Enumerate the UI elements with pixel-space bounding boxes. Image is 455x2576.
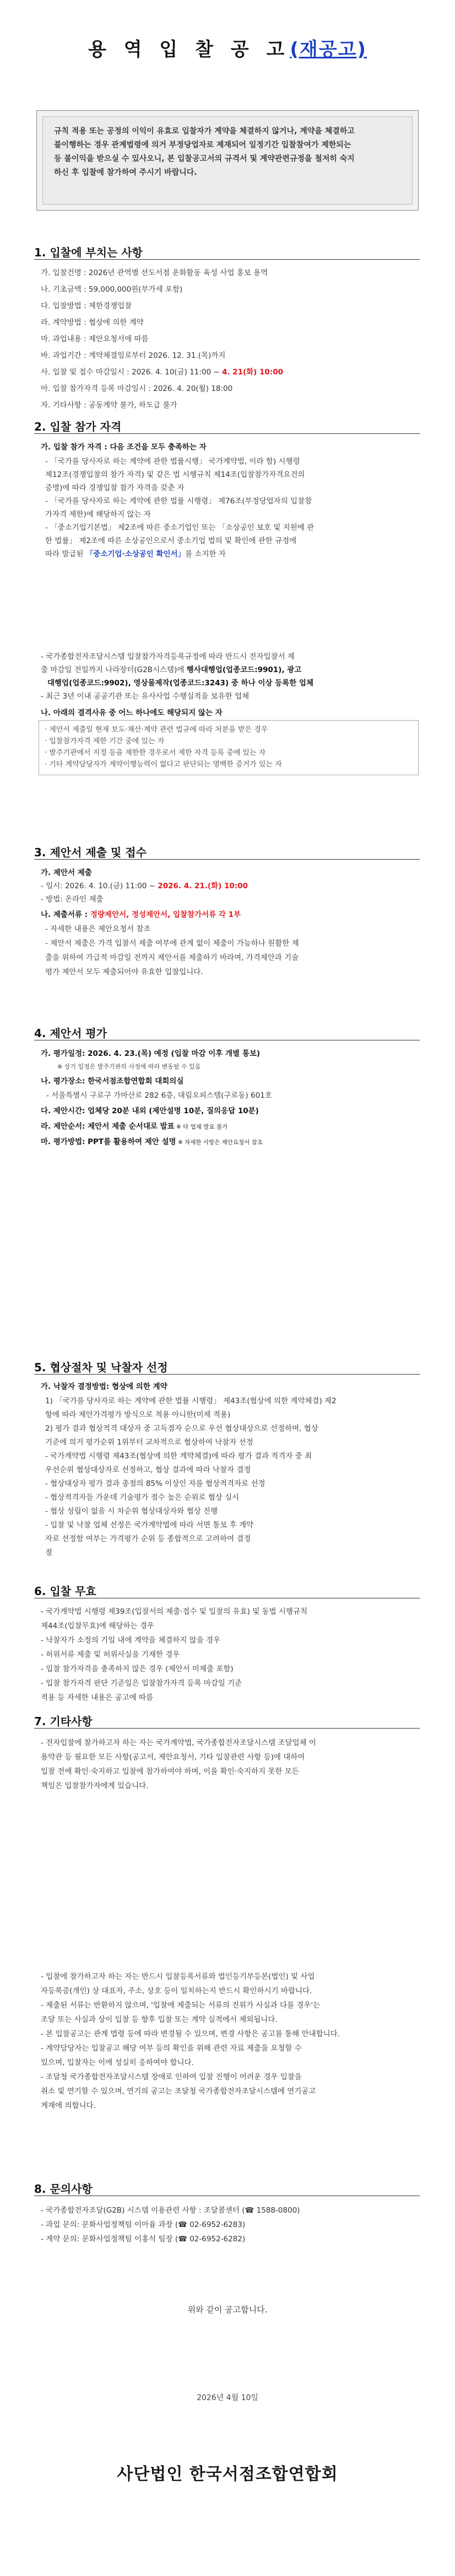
- invalid-bid-line: - 입찰 참가자격 판단 기준일은 입찰참가자격 등록 마감일 기준: [41, 1679, 242, 1688]
- section-1-heading: 1. 입찰에 부치는 사항: [34, 246, 143, 259]
- misc-line: 취소 및 연기할 수 있으며, 연기의 공고는 조달청 국가종합전자조달시스템에 연기공고: [41, 2087, 316, 2096]
- misc-line: - 본 입찰공고는 관계 법령 등에 따라 변경될 수 있으며, 변경 사항은 공고를 통해 안내합니다.: [41, 2030, 340, 2038]
- overview-item: [41, 366, 421, 378]
- section-divider: [34, 259, 420, 260]
- misc-line: - 전자입찰에 참가하고자 하는 자는 국가계약법, 국가종합전자조달시스템 조달업체 이: [41, 1738, 316, 1747]
- misc-line: 게재에 의합니다.: [41, 2101, 96, 2110]
- submission-note: - 제안서 제출은 가격 입찰서 제출 여부에 관계 없이 제출이 가능하나 원활한 제: [45, 939, 299, 948]
- misc-line: - 입찰에 참가하고자 하는 자는 반드시 입찰등록서류와 법인등기부등본(법인) 및 사업: [41, 1972, 315, 1981]
- overview-item: 자. 기타사항 : 공동계약 불가, 하도급 불가: [41, 401, 177, 410]
- overview-item: 나. 기초금액 : 59,000,000원(부가세 포함): [41, 285, 183, 294]
- deadline-value: 4. 21(화) 10:00: [221, 368, 284, 377]
- disqualification-item: · 발주기관에서 지정 등을 제한한 경우로서 제한 자격 등록 중에 있는 자: [45, 749, 266, 757]
- submission-period: - 일시: 2026. 4. 10.(금) 11:00 ~ 2026. 4. 21.(화) 10:00: [41, 882, 248, 890]
- registration-line-text: 출 마감일 전일까지 나라장터(G2B시스템)에: [41, 666, 187, 674]
- negotiation-line: 자로 선정함 여부는 가격평가 순위 등 종합적으로 고려하여 결정: [45, 1534, 251, 1543]
- section-3-heading: 3. 제안서 제출 및 접수: [34, 846, 147, 859]
- misc-line: 있으며, 입찰자는 이에 성실히 응하여야 합니다.: [41, 2058, 194, 2067]
- overview-item: 아. 입찰 참가자격 등록 마감일시 : 2026. 4. 20(월) 18:00: [41, 384, 233, 393]
- section-7-heading: 7. 기타사항: [34, 1715, 93, 1728]
- notice-line: 규칙 적용 또는 공정의 이익이 유효로 입찰자가 계약을 체결하지 않거나, 계약을 체결하고: [54, 127, 355, 136]
- negotiation-line: 항에 따라 제안가격평가 방식으로 적용 아니한(미제 적용): [45, 1410, 231, 1419]
- qualification-line: 제12조(경쟁입찰의 참가 자격) 및 같은 법 시행규칙 제14조(입찰참가자격요건의: [45, 470, 305, 479]
- invalid-bid-line: 제44조(입찰무효)에 해당하는 경우: [41, 1622, 154, 1630]
- invalid-bid-line: - 허위서류 제출 및 허위사실을 기재한 경우: [41, 1650, 180, 1659]
- qualification-line: 한 법률」 제2조에 따른 소상공인으로서 중소기업 법의 및 확인에 관한 규정에: [45, 536, 297, 545]
- overview-item: 마. 과업내용 : 제안요청서에 따름: [41, 335, 149, 344]
- qualification-line: - 「국가를 당사자로 하는 계약에 관한 법률 시행령」 제76조(부정당업자의 입찰참: [45, 497, 312, 506]
- disqualification-item: · 제안서 제출일 현재 보도·채산·계약 관련 법규에 따라 처분을 받은 경우: [45, 726, 268, 734]
- section-3-sub-a: 가. 제안서 제출: [41, 868, 92, 877]
- negotiation-line: 절: [45, 1548, 53, 1557]
- notice-line: 등 불이익을 받으실 수 있사오니, 본 입찰공고서의 규격서 및 계약관련규정을 철저히 숙지: [54, 154, 355, 163]
- negotiation-line: - 협상대상자 평가 결과 총점의 85% 이상인 자를 협상적격자로 선정: [45, 1479, 266, 1488]
- section-4-heading: 4. 제안서 평가: [34, 1027, 107, 1040]
- invalid-bid-line: - 입찰 참가자격을 충족하지 않은 경우 (제안서 미제출 포함): [41, 1665, 234, 1673]
- negotiation-line: 1) 「국가를 당사자로 하는 계약에 관한 법률 시행령」 제43조(협상에 의한 계약체결) 제2: [45, 1397, 337, 1405]
- misc-line: 용약관 등 필요한 모든 사항(공고서, 제안요청서, 기타 입찰관련 사항 등)에 대하여: [41, 1753, 305, 1762]
- closing-statement: 위와 같이 공고합니다.: [187, 2305, 268, 2315]
- overview-item: 다. 입찰방법 : 제한경쟁입찰: [41, 302, 132, 310]
- required-documents-list: 정량제안서, 정성제안서, 입찰참가서류 각 1부: [90, 910, 241, 919]
- notice-line: 불이행하는 경우 관계법령에 의거 부정당업자로 제재되어 일정기간 입찰참여가 제한되는: [54, 141, 351, 149]
- section-divider: [34, 433, 420, 434]
- evaluation-date: 가. 평가일정: 2026. 4. 23.(목) 예정 (입찰 마감 이후 개별 통보): [41, 1049, 261, 1058]
- section-8-heading: 8. 문의사항: [34, 2182, 93, 2196]
- section-divider: [34, 1374, 420, 1375]
- registration-line: - 국가종합전자조달시스템 입찰참가자격등록규정에 따라 반드시 전자입찰서 제: [41, 652, 295, 661]
- registration-business-codes-cont: 대행업(업종코드:9902), 영상물제작(업종코드:3243) 중 하나 이상 등록한 업체: [47, 679, 314, 688]
- registration-line: [47, 677, 427, 689]
- section-divider: [34, 1728, 420, 1729]
- section-5-heading: 5. 협상절차 및 낙찰자 선정: [34, 1361, 168, 1374]
- section-2-heading: 2. 입찰 참가 자격: [34, 420, 122, 433]
- required-documents: 나. 제출서류 : 정량제안서, 정성제안서, 입찰참가서류 각 1부: [41, 910, 241, 919]
- notice-line: 하신 후 입찰에 참가하여 주시기 바랍니다.: [54, 168, 197, 177]
- announcement-date: 2026년 4월 10일: [197, 2393, 258, 2402]
- negotiation-line: 2) 평가 결과 협상적격 대상자 중 고득점자 순으로 우선 협상대상으로 선정하며, 협상: [45, 1424, 318, 1433]
- page-title: [0, 34, 455, 61]
- section-5-sub-a: 가. 낙찰자 결정방법: 협상에 의한 계약: [41, 1382, 167, 1391]
- submission-note: 출을 위하여 가급적 마감일 전까지 제안서를 제출하기 바라며, 가격제안과 기술: [45, 953, 299, 962]
- negotiation-line: - 협상적격자들 가운데 기술평가 점수 높은 순위로 협상 실시: [45, 1493, 240, 1502]
- deadline-label: 사. 입찰 및 접수 마감일시 : 2026. 4. 10(금) 11:00 ~: [41, 368, 222, 377]
- submission-deadline: 2026. 4. 21.(화) 10:00: [158, 882, 248, 890]
- warning-notice-text: [42, 116, 413, 205]
- qualification-line-text: 따라 발급된: [45, 550, 86, 559]
- submission-note: - 자세한 내용은 제안요청서 참조: [45, 925, 151, 933]
- submission-note: 평가 제안서 모두 제출되어야 유효한 입찰입니다.: [45, 968, 203, 976]
- negotiation-line: - 국가계약법 시행령 제43조(협상에 의한 계약체결)에 따라 평가 결과 적격자 중 최: [45, 1452, 312, 1461]
- submission-method: - 방법: 온라인 제출: [41, 895, 104, 904]
- negotiation-line: 우선순위 협상대상자로 선정하고, 협상 결과에 따라 낙찰자 결정: [45, 1466, 251, 1474]
- section-6-heading: 6. 입찰 무효: [34, 1585, 96, 1598]
- presentation-order: 라. 제안순서: 제안서 제출 순서대로 발표 ※ 타 업체 발표 불가: [41, 1122, 228, 1131]
- qualification-line: [45, 548, 425, 560]
- misc-line: - 계약담당자는 입찰공고 해당 여부 등의 확인을 위해 관련 자료 제출을 요청할 수: [41, 2044, 302, 2053]
- registration-business-codes: 행사대행업(업종코드:9901), 광고: [186, 666, 302, 674]
- overview-item: 가. 입찰건명 : 2026년 관역별 선도서점 운화활동 육성 사업 홍보 용역: [41, 269, 268, 277]
- registration-line: [41, 664, 421, 676]
- misc-line: 책임은 입찰참가자에게 있습니다.: [41, 1781, 149, 1790]
- negotiation-line: - 입찰 및 낙찰 업체 선정은 국가계약법에 따라 서면 통보 후 계약: [45, 1521, 254, 1530]
- invalid-bid-line: - 낙찰자가 소정의 기일 내에 계약을 체결하지 않을 경우: [41, 1636, 221, 1645]
- section-divider: [34, 859, 420, 860]
- disqualification-item: · 입찰참가자격 제한 기간 중에 있는 자: [45, 737, 165, 745]
- title-reannouncement: (재공고): [290, 39, 367, 61]
- contact-line: - 국가종합전자조달(G2B) 시스템 이용관련 사항 : 조달콜센터 (☎ 1588-0800): [41, 2206, 300, 2215]
- negotiation-line: 기준에 의거 평가순위 1위부터 교차적으로 협상하여 낙찰자 선정: [45, 1438, 253, 1447]
- evaluation-date-note: ※ 상기 일정은 발주기관의 사정에 따라 변동될 수 있음: [57, 1063, 201, 1070]
- overview-item: 라. 계약방법 : 협상에 의한 계약: [41, 318, 144, 327]
- misc-line: - 제출된 서류는 반환하지 않으며, '입찰에 제출되는 서류의 진위가 사실과 다를 경우'는: [41, 2001, 321, 2010]
- qualification-line: 가자격 제한)에 해당하지 않는 자: [45, 510, 151, 519]
- organization-name: 사단법인 한국서점조합연합회: [117, 2465, 338, 2484]
- invalid-bid-line: 적용 등 자세한 내용은 공고에 따름: [41, 1693, 154, 1702]
- evaluation-method: 마. 평가방법: PPT를 활용하여 제안 설명 ※ 자세한 사항은 제안요청서 참조: [41, 1137, 263, 1146]
- sme-certificate: 「중소기업·소상공인 확인서」: [85, 550, 186, 559]
- qualification-line: - 「국가를 당사자로 하는 계약에 관한 법률시행」 국가계약법, 이라 함) 시행령: [45, 457, 300, 466]
- misc-line: 조달 또는 사실과 상이 입찰 등 향후 입찰 또는 계약 실적에서 제외됩니다.: [41, 2015, 278, 2024]
- misc-line: 자등록증(개인) 상 대표자, 주소, 상호 등이 일치하는지 반드시 확인하시기 바랍니다.: [41, 1987, 312, 1995]
- evaluation-address: - 서울특별시 구로구 가마산로 282 6층, 대림오피스텔(구로동) 601호: [46, 1091, 272, 1100]
- presentation-time: 다. 제안시간: 업체당 20분 내외 (제안설명 10분, 질의응답 10분): [41, 1107, 259, 1115]
- overview-item: 바. 과업기간 : 계약체결일로부터 2026. 12. 31.(목)까지: [41, 351, 226, 360]
- registration-line: - 최근 3년 이내 공공기관 또는 유사사업 수행실적을 보유한 업체: [41, 692, 250, 701]
- qualification-line-tail: 를 소지한 자: [185, 550, 226, 559]
- contact-line: - 계약 문의: 문화사업정책팀 이홍석 팀장 (☎ 02-6952-6282): [41, 2235, 246, 2244]
- title-main: 용 역 입 찰 공 고: [88, 39, 290, 61]
- contact-line: - 과업 문의: 문화사업정책팀 이아윰 과장 (☎ 02-6952-6283): [41, 2220, 246, 2229]
- misc-line: - 조달청 국가종합전자조달시스템 장애로 인하여 입찰 진행이 어려운 경우 입찰을: [41, 2073, 302, 2081]
- disqualification-item: · 기타 계약담당자가 계약이행능력이 없다고 판단되는 명백한 증거가 있는 자: [45, 760, 282, 769]
- evaluation-place: 나. 평가장소: 한국서점조합연합회 대회의실: [41, 1077, 184, 1086]
- invalid-bid-line: - 국가계약법 시행령 제39조(입찰서의 제출·접수 및 입찰의 유효) 및 동법 시행규칙: [41, 1607, 308, 1616]
- warning-notice-box: [36, 110, 419, 211]
- qualification-line: - 「중소기업기본법」 제2조에 따른 중소기업인 또는 「소상공인 보호 및 지원에 관: [45, 523, 315, 532]
- section-2-sub-b: 나. 아래의 결격사유 중 어느 하나에도 해당되지 않는 자: [41, 709, 223, 717]
- negotiation-line: - 협상 성립이 없을 시 차순위 협상대상자와 협상 진행: [45, 1507, 218, 1516]
- disqualification-box: [39, 720, 419, 775]
- misc-line: 입찰 전에 확인·숙지하고 입찰에 참가하여야 하며, 이를 확인·숙지하지 못한 모든: [41, 1767, 299, 1776]
- qualification-line: 증명)에 따라 경쟁입찰 참가 자격을 갖춘 자: [45, 484, 185, 492]
- section-2-sub-a: 가. 입찰 참가 자격 : 다음 조건을 모두 충족하는 자: [41, 443, 207, 452]
